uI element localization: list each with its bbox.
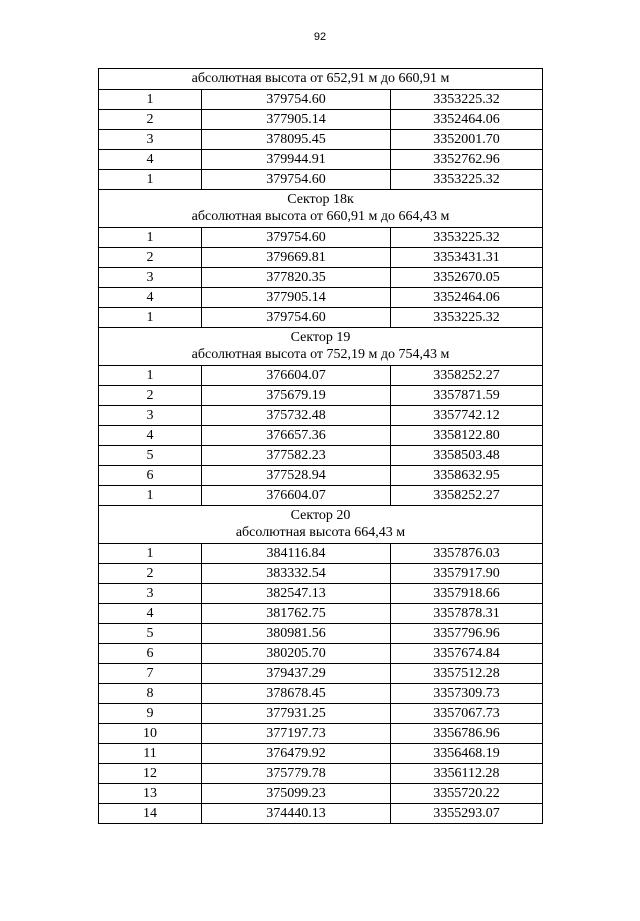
x-coordinate-cell: 384116.84 [202, 544, 391, 564]
point-number-cell: 1 [99, 366, 202, 386]
point-number-cell: 2 [99, 248, 202, 268]
table-row [99, 248, 543, 268]
point-number-cell: 8 [99, 684, 202, 704]
point-number-cell: 3 [99, 130, 202, 150]
table-row [99, 704, 543, 724]
y-coordinate-cell: 3357742.12 [391, 406, 543, 426]
table-row [99, 110, 543, 130]
table-row [99, 466, 543, 486]
point-number-cell: 11 [99, 744, 202, 764]
point-number-cell: 4 [99, 288, 202, 308]
point-number-cell: 1 [99, 308, 202, 328]
section-heading [99, 506, 543, 544]
point-number-cell: 1 [99, 90, 202, 110]
table-row [99, 724, 543, 744]
table-row [99, 386, 543, 406]
y-coordinate-cell: 3357796.96 [391, 624, 543, 644]
table-row [99, 584, 543, 604]
point-number-cell: 3 [99, 406, 202, 426]
altitude-label: абсолютная высота от 652,91 м до 660,91 м [191, 71, 450, 86]
x-coordinate-cell: 379944.91 [202, 150, 391, 170]
table-row [99, 308, 543, 328]
y-coordinate-cell: 3357876.03 [391, 544, 543, 564]
point-number-cell: 4 [99, 604, 202, 624]
y-coordinate-cell: 3357918.66 [391, 584, 543, 604]
x-coordinate-cell: 379754.60 [202, 308, 391, 328]
x-coordinate-cell: 376657.36 [202, 426, 391, 446]
point-number-cell: 1 [99, 170, 202, 190]
x-coordinate-cell: 374440.13 [202, 804, 391, 824]
y-coordinate-cell: 3357917.90 [391, 564, 543, 584]
x-coordinate-cell: 376604.07 [202, 366, 391, 386]
x-coordinate-cell: 380205.70 [202, 644, 391, 664]
y-coordinate-cell: 3356112.28 [391, 764, 543, 784]
x-coordinate-cell: 377905.14 [202, 288, 391, 308]
y-coordinate-cell: 3353225.32 [391, 228, 543, 248]
y-coordinate-cell: 3353225.32 [391, 90, 543, 110]
y-coordinate-cell: 3356786.96 [391, 724, 543, 744]
x-coordinate-cell: 379669.81 [202, 248, 391, 268]
x-coordinate-cell: 380981.56 [202, 624, 391, 644]
x-coordinate-cell: 377528.94 [202, 466, 391, 486]
x-coordinate-cell: 378095.45 [202, 130, 391, 150]
table-row [99, 564, 543, 584]
y-coordinate-cell: 3357878.31 [391, 604, 543, 624]
table-row [99, 130, 543, 150]
y-coordinate-cell: 3357309.73 [391, 684, 543, 704]
table-row [99, 150, 543, 170]
coordinates-table [98, 68, 543, 824]
y-coordinate-cell: 3353225.32 [391, 308, 543, 328]
point-number-cell: 3 [99, 584, 202, 604]
point-number-cell: 2 [99, 564, 202, 584]
altitude-label: абсолютная высота от 660,91 м до 664,43 м [191, 209, 450, 224]
section-header-row [99, 328, 543, 366]
x-coordinate-cell: 375779.78 [202, 764, 391, 784]
point-number-cell: 14 [99, 804, 202, 824]
x-coordinate-cell: 375732.48 [202, 406, 391, 426]
table-row [99, 624, 543, 644]
table-row [99, 288, 543, 308]
y-coordinate-cell: 3358252.27 [391, 486, 543, 506]
section-header-row [99, 506, 543, 544]
x-coordinate-cell: 376604.07 [202, 486, 391, 506]
y-coordinate-cell: 3357871.59 [391, 386, 543, 406]
y-coordinate-cell: 3358252.27 [391, 366, 543, 386]
point-number-cell: 10 [99, 724, 202, 744]
point-number-cell: 7 [99, 664, 202, 684]
y-coordinate-cell: 3357674.84 [391, 644, 543, 664]
point-number-cell: 4 [99, 426, 202, 446]
y-coordinate-cell: 3353225.32 [391, 170, 543, 190]
point-number-cell: 13 [99, 784, 202, 804]
y-coordinate-cell: 3352464.06 [391, 110, 543, 130]
y-coordinate-cell: 3352670.05 [391, 268, 543, 288]
point-number-cell: 1 [99, 486, 202, 506]
x-coordinate-cell: 379754.60 [202, 228, 391, 248]
table-row [99, 664, 543, 684]
sector-label: Сектор 19 [290, 330, 351, 345]
table-row [99, 446, 543, 466]
table-row [99, 764, 543, 784]
x-coordinate-cell: 377582.23 [202, 446, 391, 466]
table-row [99, 426, 543, 446]
table-row [99, 684, 543, 704]
x-coordinate-cell: 382547.13 [202, 584, 391, 604]
point-number-cell: 12 [99, 764, 202, 784]
altitude-label: абсолютная высота от 752,19 м до 754,43 м [191, 347, 450, 362]
table-row [99, 366, 543, 386]
x-coordinate-cell: 375099.23 [202, 784, 391, 804]
y-coordinate-cell: 3355720.22 [391, 784, 543, 804]
point-number-cell: 5 [99, 624, 202, 644]
point-number-cell: 1 [99, 228, 202, 248]
table-row [99, 604, 543, 624]
y-coordinate-cell: 3352001.70 [391, 130, 543, 150]
y-coordinate-cell: 3358122.80 [391, 426, 543, 446]
x-coordinate-cell: 376479.92 [202, 744, 391, 764]
point-number-cell: 4 [99, 150, 202, 170]
x-coordinate-cell: 377820.35 [202, 268, 391, 288]
table-row [99, 744, 543, 764]
point-number-cell: 1 [99, 544, 202, 564]
sector-label: Сектор 18к [287, 192, 354, 207]
x-coordinate-cell: 377197.73 [202, 724, 391, 744]
y-coordinate-cell: 3357067.73 [391, 704, 543, 724]
x-coordinate-cell: 381762.75 [202, 604, 391, 624]
x-coordinate-cell: 379754.60 [202, 170, 391, 190]
section-heading [99, 328, 543, 366]
point-number-cell: 5 [99, 446, 202, 466]
table-row [99, 170, 543, 190]
table-row [99, 784, 543, 804]
table-row [99, 90, 543, 110]
x-coordinate-cell: 379437.29 [202, 664, 391, 684]
x-coordinate-cell: 383332.54 [202, 564, 391, 584]
section-header-row [99, 190, 543, 228]
point-number-cell: 2 [99, 110, 202, 130]
table-row [99, 804, 543, 824]
table-row [99, 268, 543, 288]
x-coordinate-cell: 377931.25 [202, 704, 391, 724]
y-coordinate-cell: 3352762.96 [391, 150, 543, 170]
altitude-label: абсолютная высота 664,43 м [235, 525, 406, 540]
x-coordinate-cell: 379754.60 [202, 90, 391, 110]
coordinates-table-body [99, 69, 543, 824]
point-number-cell: 6 [99, 644, 202, 664]
x-coordinate-cell: 378678.45 [202, 684, 391, 704]
point-number-cell: 9 [99, 704, 202, 724]
point-number-cell: 3 [99, 268, 202, 288]
y-coordinate-cell: 3355293.07 [391, 804, 543, 824]
y-coordinate-cell: 3352464.06 [391, 288, 543, 308]
y-coordinate-cell: 3353431.31 [391, 248, 543, 268]
y-coordinate-cell: 3357512.28 [391, 664, 543, 684]
table-row [99, 406, 543, 426]
table-row [99, 544, 543, 564]
y-coordinate-cell: 3358632.95 [391, 466, 543, 486]
page-number: 92 [313, 31, 327, 43]
x-coordinate-cell: 375679.19 [202, 386, 391, 406]
section-header-row [99, 69, 543, 90]
section-heading [99, 69, 543, 90]
point-number-cell: 6 [99, 466, 202, 486]
y-coordinate-cell: 3358503.48 [391, 446, 543, 466]
x-coordinate-cell: 377905.14 [202, 110, 391, 130]
y-coordinate-cell: 3356468.19 [391, 744, 543, 764]
table-row [99, 486, 543, 506]
table-row [99, 228, 543, 248]
table-row [99, 644, 543, 664]
sector-label: Сектор 20 [290, 508, 351, 523]
point-number-cell: 2 [99, 386, 202, 406]
section-heading [99, 190, 543, 228]
